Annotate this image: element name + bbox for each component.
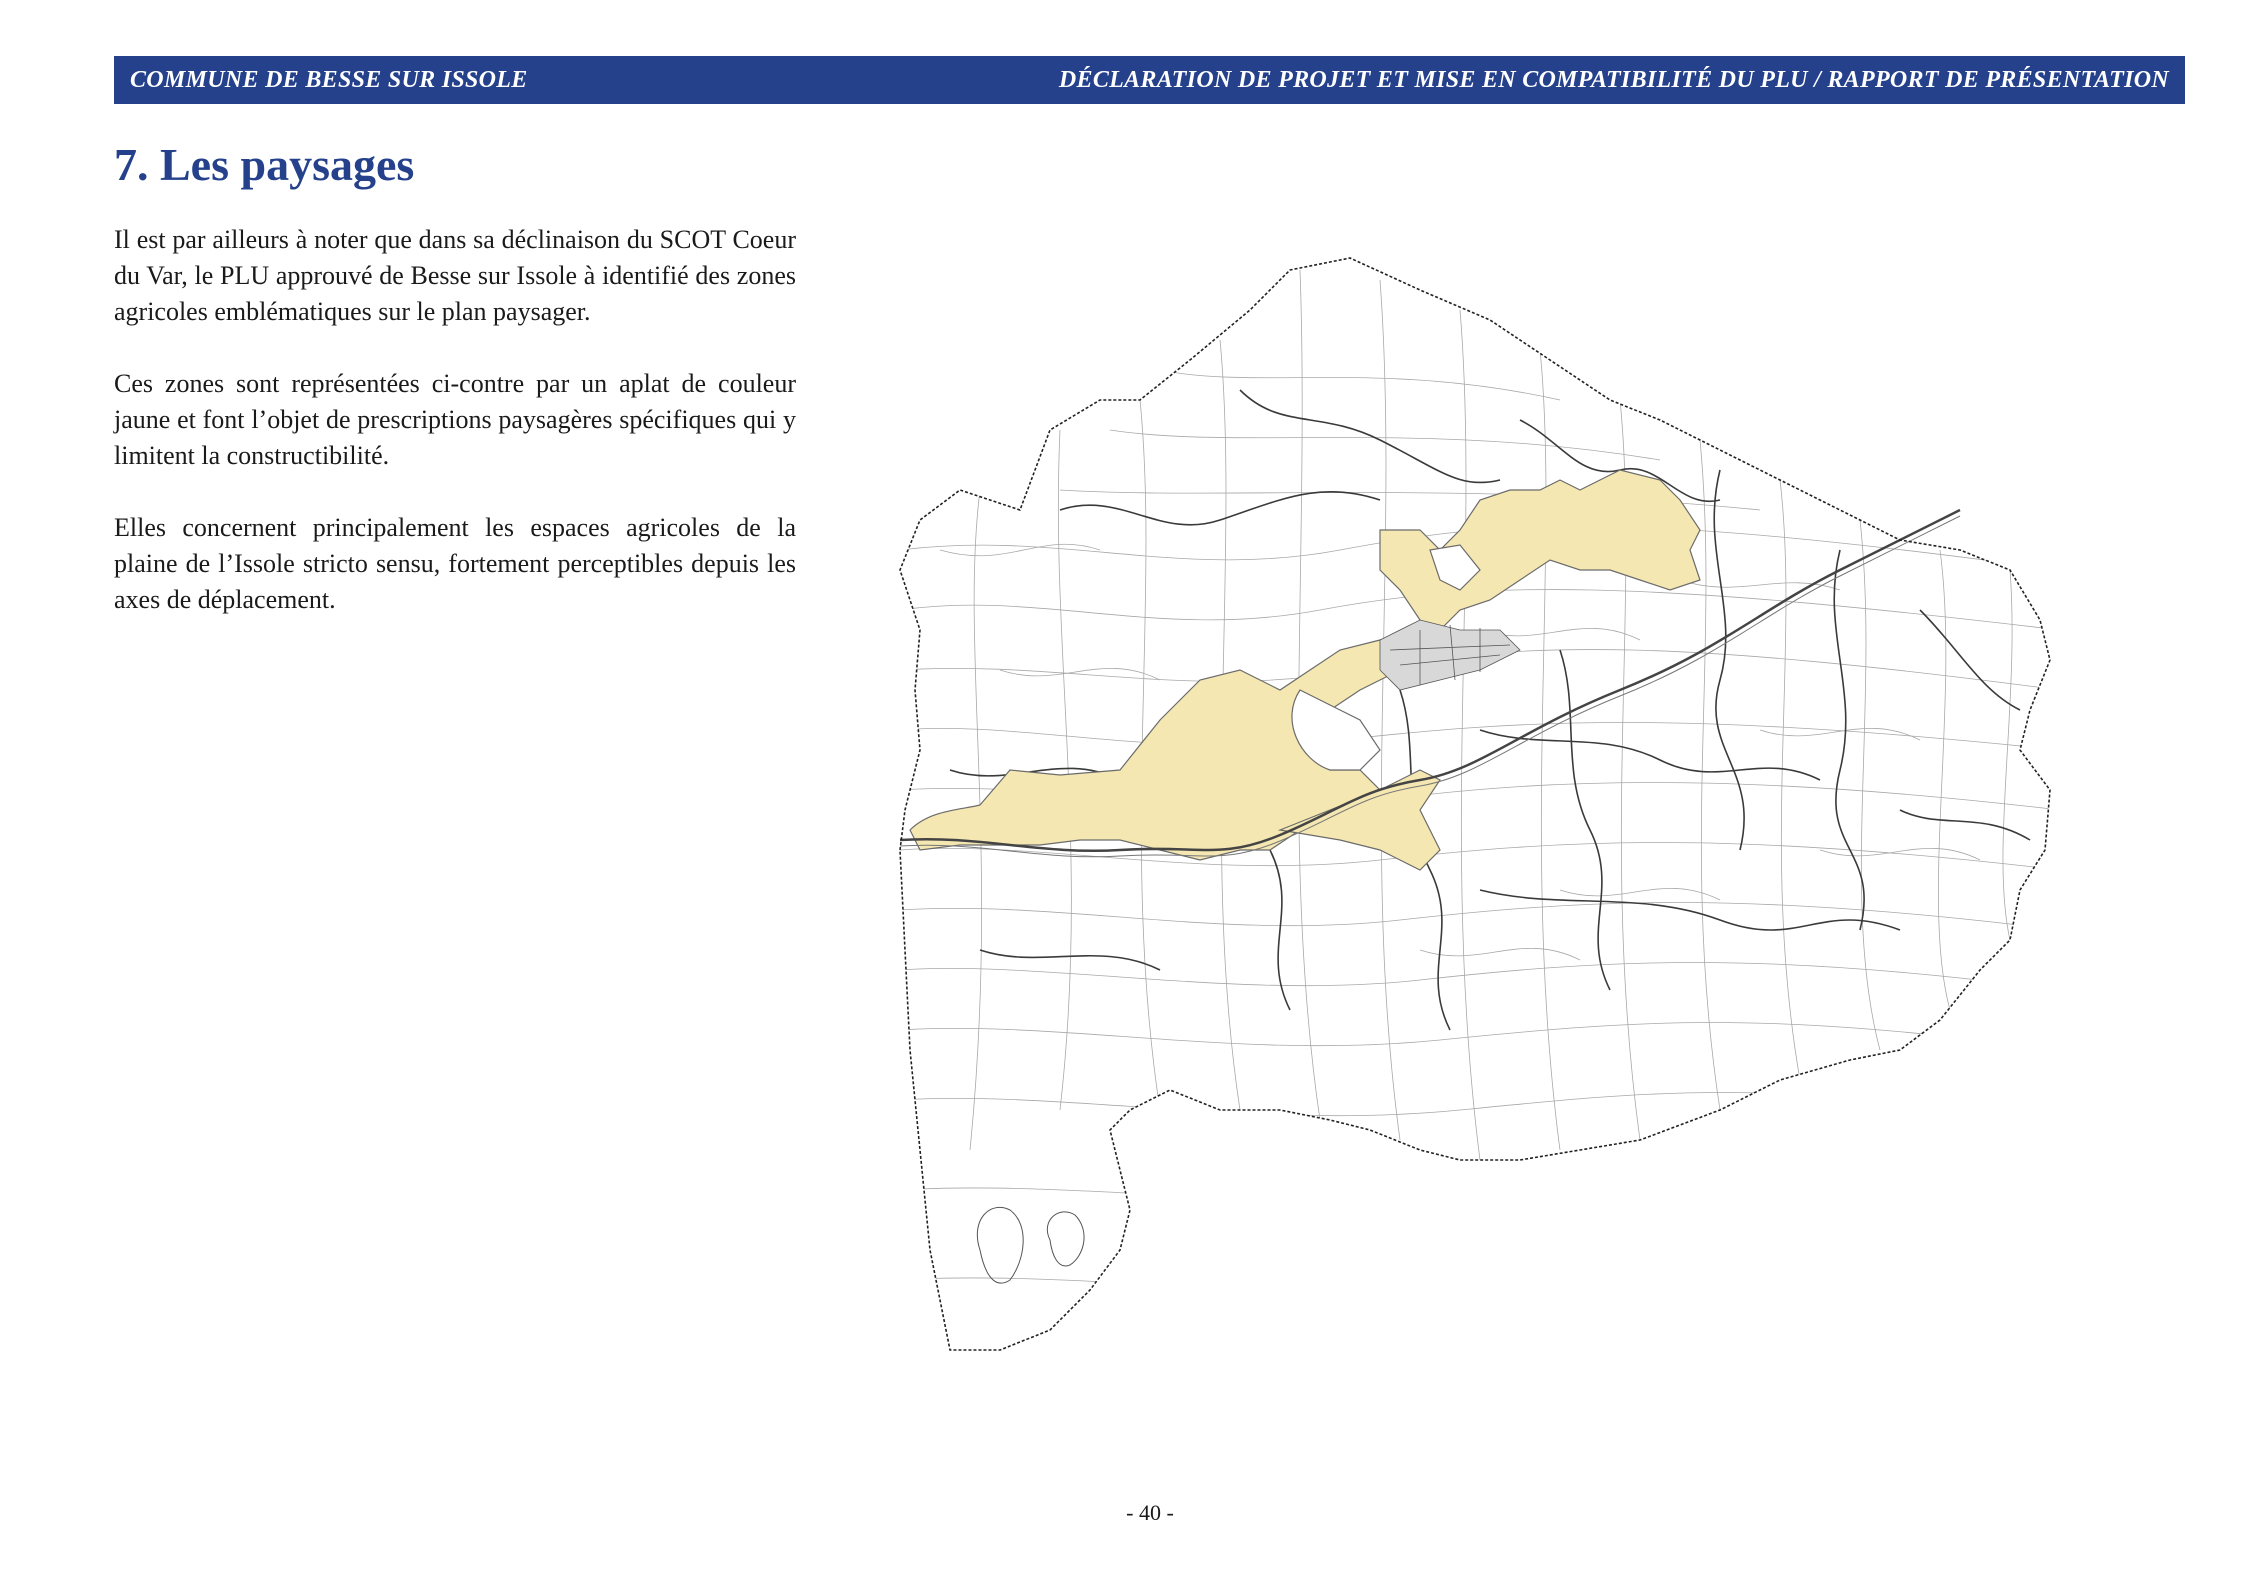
body-text xyxy=(114,222,796,654)
header-commune: COMMUNE DE BESSE SUR ISSOLE xyxy=(130,66,528,93)
paragraph-1: Il est par ailleurs à noter que dans sa déclinaison du SCOT Coeur du Var, le PLU approuvé de Besse sur Issole à identifié des zones agricoles emblématiques sur le plan paysager. xyxy=(114,225,796,326)
page-number: - 40 - xyxy=(1126,1500,1174,1525)
commune-map xyxy=(860,250,2120,1420)
paragraph-2: Ces zones sont représentées ci-contre par un aplat de couleur jaune et font l’objet de prescriptions paysagères spécifiques qui y limitent la constructibilité. xyxy=(114,369,796,470)
header-bar xyxy=(114,56,2185,104)
header-document-title: DÉCLARATION DE PROJET ET MISE EN COMPATIBILITÉ DU PLU / RAPPORT DE PRÉSENTATION xyxy=(1058,66,2169,93)
paragraph-3: Elles concernent principalement les espaces agricoles de la plaine de l’Issole stricto sensu, fortement perceptibles depuis les axes de déplacement. xyxy=(114,513,796,614)
page-title: 7. Les paysages xyxy=(114,139,415,190)
